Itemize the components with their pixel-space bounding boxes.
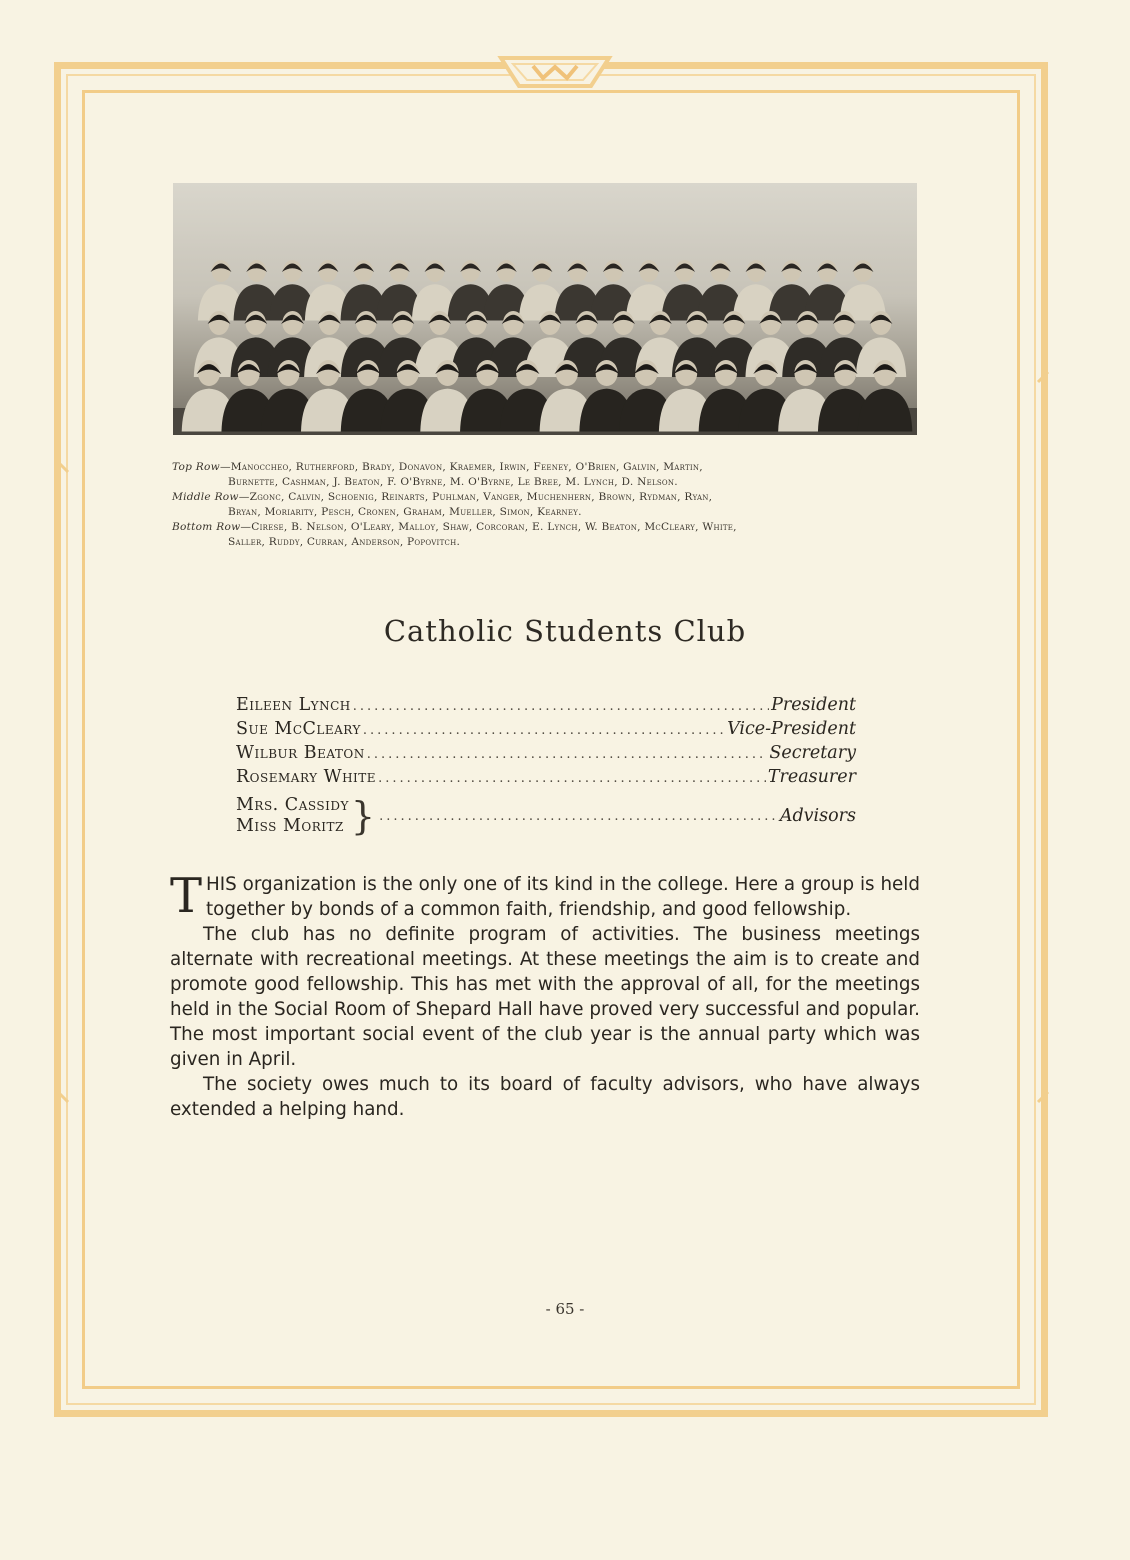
figure-face [319, 311, 339, 335]
caption-top-row-cont: Burnette, Cashman, J. Beaton, F. O'Byrne, M. O'Byrne, Le Bree, M. Lynch, D. Nelson. [228, 476, 678, 488]
border-notch-icon [56, 460, 70, 474]
officer-role: Secretary [769, 743, 856, 763]
figure-face [640, 260, 659, 282]
border-notch-icon [56, 1090, 70, 1104]
right-brace-icon: } [350, 794, 376, 838]
figure-face [871, 311, 891, 335]
figure-face [533, 260, 552, 282]
figure-face [282, 311, 302, 335]
paragraph-text: HIS organization is the only one of its kind in the college. Here a group is held together by bonds of a common faith, friendship, and good fellowship. [206, 874, 920, 920]
figure-face [613, 311, 633, 335]
figure-face [687, 311, 707, 335]
border-notch-icon [1036, 1090, 1050, 1104]
figure-face [397, 360, 419, 386]
dot-leader [378, 771, 766, 786]
figure-face [426, 260, 445, 282]
caption-top-row [172, 460, 932, 475]
figure-face [516, 360, 538, 386]
figure-face [760, 311, 780, 335]
figure-face [476, 360, 498, 386]
advisors-row [236, 793, 856, 839]
figure-face [209, 311, 229, 335]
figure-face [357, 360, 379, 386]
caption-bottom-row-cont: Saller, Ruddy, Curran, Anderson, Popovitch. [228, 536, 461, 548]
figure-face [577, 311, 597, 335]
officer-name: Eileen Lynch [236, 695, 351, 715]
officer-row [236, 719, 856, 743]
group-photograph [173, 183, 917, 435]
figure-face [437, 360, 459, 386]
figure-face [277, 360, 299, 386]
officer-role: Treasurer [767, 767, 856, 787]
caption-middle-row [172, 490, 932, 505]
figure-face [212, 260, 231, 282]
figure-face [755, 360, 777, 386]
figure-face [283, 260, 302, 282]
advisors-role: Advisors [779, 806, 856, 826]
w-monogram-ornament-icon [495, 50, 615, 94]
officer-name: Sue McCleary [236, 719, 361, 739]
figure-body [858, 389, 913, 432]
drop-cap: T [170, 868, 203, 924]
paragraph [170, 868, 920, 924]
figure-face [246, 311, 266, 335]
figure-face [354, 260, 373, 282]
officer-list [236, 695, 856, 839]
dot-leader [367, 747, 768, 762]
figure-face [556, 360, 578, 386]
caption-row-label: Top Row [172, 461, 220, 473]
figure-face [466, 311, 486, 335]
caption-middle-row-cont: Bryan, Moriarity, Pesch, Cronen, Graham, Mueller, Simon, Kearney. [228, 506, 582, 518]
page-number: - 65 - [545, 1300, 585, 1318]
dot-leader [363, 723, 725, 738]
advisor-names [236, 795, 349, 837]
figure-face [650, 311, 670, 335]
figure-face [834, 360, 856, 386]
figure-face [319, 260, 338, 282]
figure-face [568, 260, 587, 282]
officer-role: Vice-President [727, 719, 856, 739]
figure-face [854, 260, 873, 282]
caption-names: —Zgonc, Calvin, Schoenig, Reinarts, Puhlman, Vanger, Muchenhern, Brown, Rydman, Ryan, [238, 491, 713, 503]
caption-row-label: Bottom Row [172, 521, 241, 533]
article-body [170, 868, 920, 1122]
figure-face [724, 311, 744, 335]
figure-face [596, 360, 618, 386]
caption-names: —Manoccheo, Rutherford, Brady, Donavon, Kraemer, Irwin, Feeney, O'Brien, Galvin, Martin, [219, 461, 703, 473]
photo-caption [172, 460, 932, 550]
figure-face [503, 311, 523, 335]
figure-face [782, 260, 801, 282]
page-title: Catholic Students Club [383, 614, 747, 648]
figure-face [675, 260, 694, 282]
figure-face [238, 360, 260, 386]
figure-face [635, 360, 657, 386]
figure-face [317, 360, 339, 386]
figure-face [834, 311, 854, 335]
caption-row-label: Middle Row [172, 491, 239, 503]
paragraph: The society owes much to its board of faculty advisors, who have always extended a helping hand. [170, 1074, 920, 1120]
caption-bottom-row [172, 520, 932, 535]
officer-row [236, 767, 856, 791]
figure-face [747, 260, 766, 282]
figure-face [198, 360, 220, 386]
figure-face [247, 260, 266, 282]
figure-face [797, 311, 817, 335]
figure-face [393, 311, 413, 335]
officer-name: Wilbur Beaton [236, 743, 365, 763]
dot-leader [353, 699, 769, 714]
figure-face [429, 311, 449, 335]
figure-face [497, 260, 516, 282]
figure-face [356, 311, 376, 335]
paragraph: The club has no definite program of activities. The business meetings alternate with recreational meetings. At these meetings the aim is to create and promote good fellowship. This has met with the approval of all, for the meetings held in the Social Room of Shepard Hall have proved very successful and popular. The most important social event of the club year is the annual party which was given in April. [170, 924, 920, 1070]
officer-name: Rosemary White [236, 767, 377, 787]
advisor-name: Miss Moritz [236, 816, 344, 836]
figure-face [711, 260, 730, 282]
figure-face [675, 360, 697, 386]
border-notch-icon [1036, 370, 1050, 384]
dot-leader [379, 809, 780, 824]
officer-row [236, 743, 856, 767]
advisor-name: Mrs. Cassidy [236, 795, 349, 815]
figure-face [540, 311, 560, 335]
figure-face [794, 360, 816, 386]
figure-face [818, 260, 837, 282]
figure-face [715, 360, 737, 386]
officer-row [236, 695, 856, 719]
figure-face [604, 260, 623, 282]
figure-face [874, 360, 896, 386]
officer-role: President [771, 695, 856, 715]
caption-names: —Cirese, B. Nelson, O'Leary, Malloy, Shaw, Corcoran, E. Lynch, W. Beaton, McCleary, White, [240, 521, 737, 533]
figure-face [390, 260, 409, 282]
figure-face [461, 260, 480, 282]
